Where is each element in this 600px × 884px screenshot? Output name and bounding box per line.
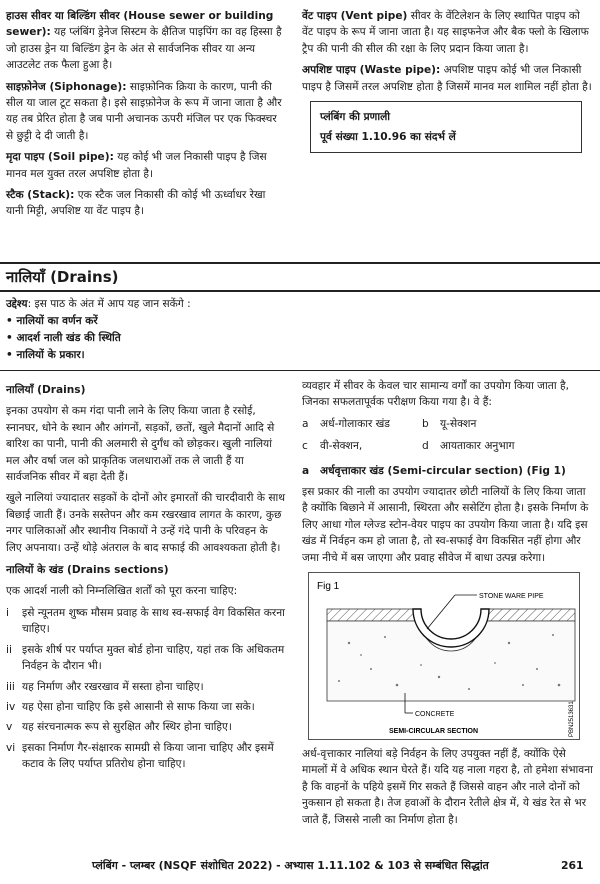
stack-term: स्टैक (Stack):	[6, 189, 75, 202]
semi-circular-section-diagram	[309, 573, 581, 741]
drains-paragraph-1: इनका उपयोग से कम गंदा पानी लाने के लिए किया जाता है रसोई, स्नानघर, धोने के स्थान और आंगनों, सड़कों, छतों, खुले मैदानों आदि से बारिश का पानी, पानी की अलमारी से दुर्गंध को छोड़कर। खुली नालियां मल और वर्षा जल को प्राकृतिक जलधाराओं तक ले जाती हैं या सार्वजनिक सीवर में बहा देती हैं।	[6, 405, 275, 484]
objective-item: • नालियों के प्रकार।	[6, 348, 85, 361]
vent-pipe-paragraph: वेंट पाइप (Vent pipe) सीवर के वेंटिलेशन के लिए स्थापित पाइप को वेंट पाइप के रूप में जाना जाता है। यह साइफनेज और बैक फ्लो के खिलाफ ट्रैप की पानी की सील की रक्षा के लिए प्रदान किया जाता है।	[302, 10, 589, 55]
objectives-block	[6, 296, 596, 364]
reference-box-ref: पूर्व संख्या 1.10.96 का संदर्भ लें	[320, 131, 456, 144]
section-types-list	[302, 416, 594, 455]
objective-item: • नालियों का वर्णन करें	[6, 314, 98, 327]
concrete-bed	[327, 621, 575, 701]
drains-paragraph-2: खुले नालियां ज्यादातर सड़कों के दोनों ओर इमारतों की चारदीवारी के साथ बिछाई जाती हैं। उनके सस्तेपन और कम रखरखाव लागत के कारण, कुछ नगर पालिकाओं और स्थानीय निकायों ने उन्हें गंदे पानी के परिवहन के लिए अपनाया। उन्हें थोड़े अंतराल के बाद सफाई की आवश्यकता होती है।	[6, 492, 285, 554]
stack-paragraph: स्टैक (Stack): एक स्टैक जल निकासी की कोई भी ऊर्ध्वाधर रेखा यानी मिट्टी, अपशिष्ट या वेंट पाइप है।	[6, 189, 266, 218]
section-type-item: c वी-सेक्शन,	[302, 440, 363, 453]
condition-item: ii इसके शीर्ष पर पर्याप्त मुक्त बोर्ड होना चाहिए, यहां तक कि अधिकतम निर्वहन के दौरान भी।	[6, 643, 285, 673]
top-right-column	[302, 8, 594, 153]
condition-item: i इसे न्यूनतम शुष्क मौसम प्रवाह के साथ स्व-सफाई वेग विकसित करना चाहिए।	[6, 606, 285, 636]
waste-pipe-paragraph: अपशिष्ट पाइप (Waste pipe): अपशिष्ट पाइप कोई भी जल निकासी पाइप है जिसमें तरल अपशिष्ट होता है जिसमें मानव मल शामिल नहीं होता है।	[302, 64, 592, 93]
condition-item: v यह संरचनात्मक रूप से सुरक्षित और स्थिर होना चाहिए।	[6, 721, 232, 734]
semi-circular-paragraph: इस प्रकार की नाली का उपयोग ज्यादातर छोटी नालियों के लिए किया जाता है क्योंकि बिछाने में आसानी, स्थिरता और ससेटिंग होता है। इसके निर्माण के लिए आधा गोल ग्लेज्ड स्टोन-वेयर पाइप का उपयोग किया जाता है। यदि इस खंड में निर्वहन कम हो जाता है, तो स्व-सफाई वेग विकसित नहीं होगा और जमा नीचे में बस जाएगा और प्रवाह सीवेज में बाधा उत्पन्न करेगा।	[302, 486, 589, 564]
condition-item: iii यह निर्माण और रखरखाव में सस्ता होना चाहिए।	[6, 680, 204, 693]
siphonage-paragraph: साइफ़ोनेज (Siphonage): साइफ़ोनिक क्रिया के कारण, पानी की सील या जाल टूट सकता है। इसे साइफ़ोनेज के रूप में जाना जाता है और यह तब प्रेरित होता है जब पानी अचानक ऊपरी मंजिल पर एक फिक्स्चर से छुट्टी दे दी जाती है।	[6, 80, 282, 142]
drain-sections-heading: नालियों के खंड (Drains sections)	[6, 564, 169, 577]
bottom-left-column	[6, 378, 286, 777]
top-left-column	[6, 8, 286, 225]
vent-pipe-term: वेंट पाइप (Vent pipe)	[302, 10, 408, 22]
ground-right	[481, 609, 575, 621]
house-sewer-term: हाउस सीवर या बिल्डिंग सीवर (House sewer or building sewer):	[6, 10, 274, 39]
drain-sections-intro: एक आदर्श नाली को निम्नलिखित शर्तों को पूरा करना चाहिए:	[6, 585, 238, 598]
semi-circular-heading: a अर्धवृत्ताकार खंड (Semi-circular section) (Fig 1)	[302, 464, 566, 477]
house-sewer-paragraph: हाउस सीवर या बिल्डिंग सीवर (House sewer or building sewer): यह प्लंबिंग ड्रेनेज सिस्टम के क्षैतिज पाइपिंग का वह हिस्सा है जो हाउस ड्रेन या बिल्डिंग ड्रेन के अंत से सार्वजनिक सीवर या अन्य आउटलेट तक फैला हुआ है।	[6, 10, 282, 72]
after-figure-paragraph: अर्ध-वृत्ताकार नालियां बड़े निर्वहन के लिए उपयुक्त नहीं हैं, क्योंकि ऐसे मामलों में वे अधिक स्थान घेरते हैं। यदि यह नाला गहरा है, तो हमेशा संभावना है कि वाहनों के पहिये इसमें गिर सकते हैं जिससे वाहन और नाले दोनों को नुकसान हो सकता है। तेज हवाओं के दौरान रेतीले क्षेत्र में, ये खंड रेत से भर जाते हैं, जिससे नाली का निर्माण होता है।	[302, 748, 593, 826]
reference-box	[310, 101, 582, 153]
bottom-right-column	[302, 378, 594, 833]
reference-box-title: प्लंबिंग की प्रणाली	[320, 111, 391, 124]
pipe-leader	[427, 595, 455, 629]
fig-code: PBN2513631	[569, 701, 575, 738]
section-rule-top	[0, 262, 600, 264]
footer-title: प्लंबिंग - प्लम्बर (NSQF संशोधित 2022) - अभ्यास 1.11.102 & 103 से सम्बंधित सिद्धांत	[92, 859, 489, 872]
pipe-label: STONE WARE PIPE	[479, 593, 544, 601]
section-type-item: b यू-सेक्शन	[422, 417, 477, 430]
drains-subheading: नालियाँ (Drains)	[6, 384, 86, 396]
condition-item: vi इसका निर्माण गैर-संक्षारक सामग्री से किया जाना चाहिए और इसमें कटाव के लिए पर्याप्त प्रतिरोध होना चाहिए।	[6, 741, 274, 771]
section-rule-mid	[0, 290, 600, 292]
siphonage-term: साइफ़ोनेज (Siphonage):	[6, 80, 127, 93]
soil-pipe-term: मृदा पाइप (Soil pipe):	[6, 151, 114, 164]
section-rule-bottom	[0, 370, 600, 371]
concrete-label: CONCRETE	[415, 711, 455, 719]
page-number: 261	[561, 859, 584, 872]
ground-left	[327, 609, 421, 621]
condition-item: iv यह ऐसा होना चाहिए कि इसे आसानी से साफ किया जा सके।	[6, 700, 255, 713]
objectives-intro: उद्देश्य: इस पाठ के अंत में आप यह जान सकेंगे :	[6, 298, 191, 310]
figure-semi-circular-section	[308, 572, 580, 740]
drains-heading: नालियाँ (Drains)	[6, 268, 119, 286]
fig-caption: SEMI-CIRCULAR SECTION	[389, 728, 479, 736]
sewer-classes-paragraph: व्यवहार में सीवर के केवल चार सामान्य वर्गों का उपयोग किया जाता है, जिनका सफलतापूर्वक परीक्षण किया गया है। वे हैं:	[302, 380, 569, 409]
section-type-item: d आयताकार अनुभाग	[422, 440, 515, 453]
objective-item: • आदर्श नाली खंड की स्थिति	[6, 331, 121, 344]
section-type-item: a अर्ध-गोलाकार खंड	[302, 417, 390, 430]
soil-pipe-paragraph: मृदा पाइप (Soil pipe): यह कोई भी जल निकासी पाइप है जिस मानव मल युक्त तरल अपशिष्ट होता है।	[6, 151, 267, 180]
waste-pipe-term: अपशिष्ट पाइप (Waste pipe):	[302, 64, 441, 77]
fig-label: Fig 1	[317, 581, 340, 593]
